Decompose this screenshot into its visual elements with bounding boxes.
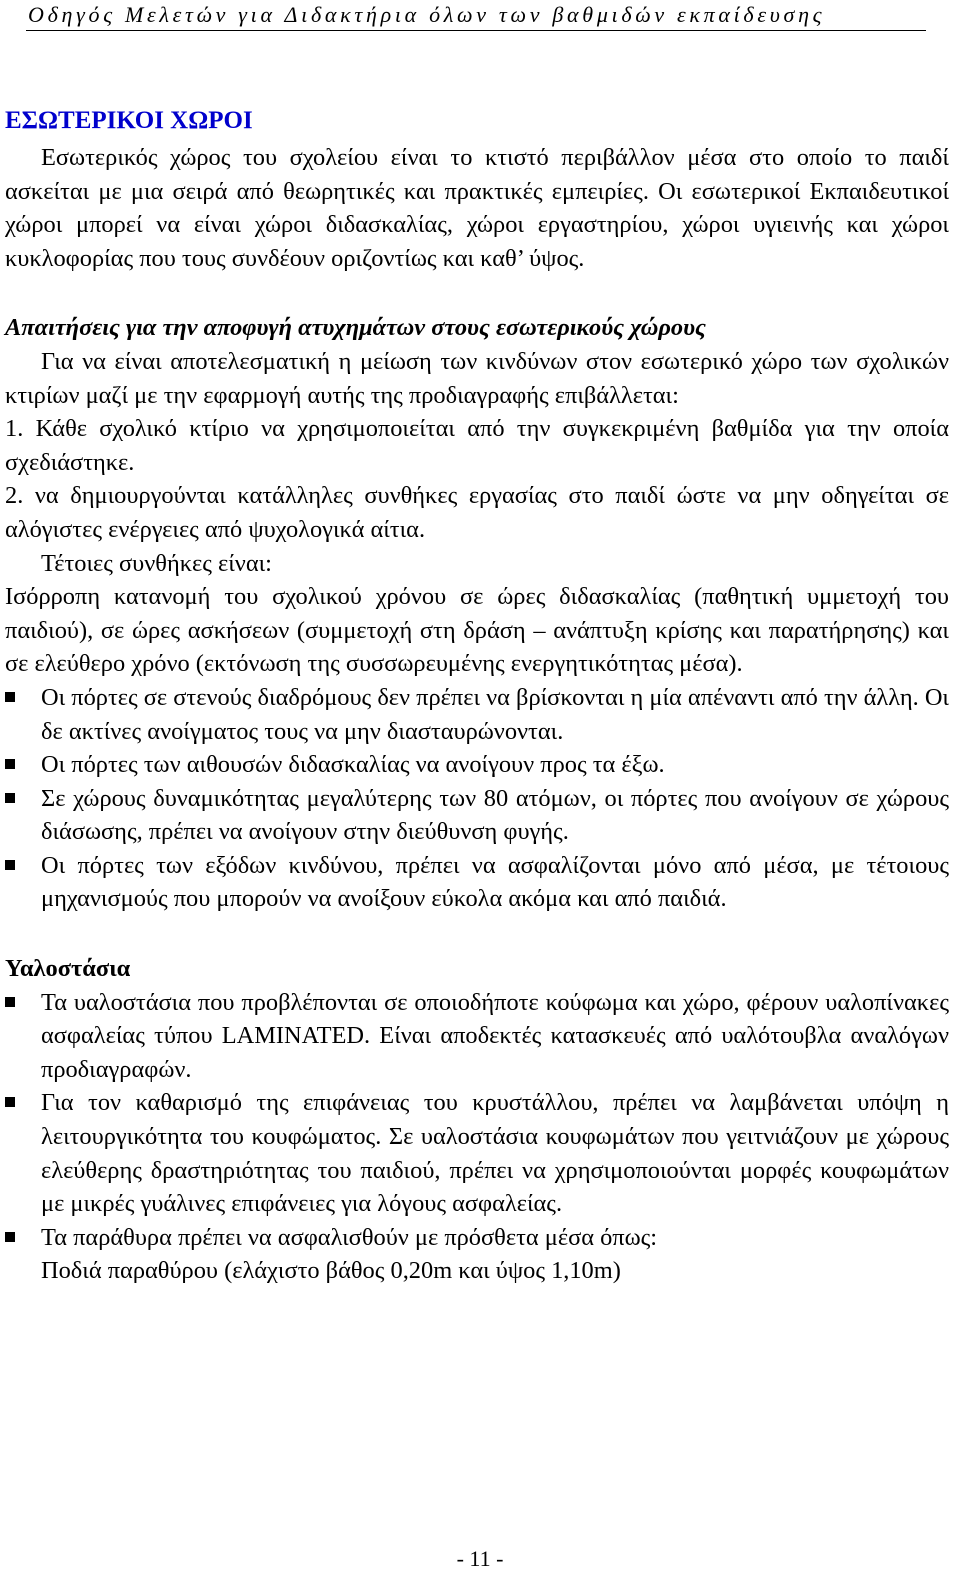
list-item	[5, 681, 949, 748]
list-item	[5, 782, 949, 849]
section-title: ΕΣΩΤΕΡΙΚΟΙ ΧΩΡΟΙ	[5, 107, 253, 134]
list-item-text: Οι πόρτες των αιθουσών διδασκαλίας να ανοίγουν προς τα έξω.	[41, 751, 665, 779]
square-bullet-icon	[5, 1232, 15, 1242]
list-item	[5, 1221, 949, 1255]
page-content	[5, 101, 949, 1288]
requirements-heading: Απαιτήσεις για την αποφυγή ατυχημάτων στους εσωτερικούς χώρους	[5, 314, 706, 342]
header-rule	[26, 30, 926, 31]
conditions-text: Ισόρροπη κατανομή του σχολικού χρόνου σε ώρες διδασκαλίας (παθητική υμμετοχή του παιδιού), σε ώρες ασκήσεων (συμμετοχή στη δράση – ανάπτυξη κρίσης και παρατήρησης) και σε ελεύθερο χρόνο (εκτόνωση της συσσωρευμένης ενεργητικότητας μέσα).	[5, 583, 949, 678]
list-item	[5, 748, 949, 782]
requirement-item-2: 2. να δημιουργούνται κατάλληλες συνθήκες εργασίας στο παιδί ώστε να μην οδηγείται σε αλόγιστες ενέργειες από ψυχολογικά αίτια.	[5, 482, 949, 543]
square-bullet-icon	[5, 1097, 15, 1107]
requirements-intro: Για να είναι αποτελεσματική η μείωση των κινδύνων στον εσωτερικό χώρο των σχολικών κτιρίων μαζί με την εφαρμογή αυτής της προδιαγραφής επιβάλλεται:	[5, 347, 949, 409]
list-item-text: Ποδιά παραθύρου (ελάχιστο βάθος 0,20m και ύψος 1,10m)	[41, 1257, 621, 1285]
list-item-text: Για τον καθαρισμό της επιφάνειας του κρυστάλλου, πρέπει να λαμβάνεται υπόψη η λειτουργικότητα του κουφώματος. Σε υαλοστάσια κουφωμάτων που γειτνιάζουν με χώρους ελεύθερης δραστηριότητας του παιδιού, πρέπει να χρησιμοποιούνται μορφές κουφωμάτων με μικρές γυάλινες επιφάνειες για λόγους ασφαλείας.	[41, 1089, 949, 1218]
list-item-text: Οι πόρτες σε στενούς διαδρόμους δεν πρέπει να βρίσκονται η μία απέναντι από την άλλη. Οι δε ακτίνες ανοίγματος τους να μην διασταυρώνονται.	[41, 683, 949, 745]
list-item-text: Οι πόρτες των εξόδων κινδύνου, πρέπει να ασφαλίζονται μόνο από μέσα, με τέτοιους μηχανισμούς που μπορούν να ανοίξουν εύκολα ακόμα και από παιδιά.	[41, 851, 949, 913]
intro-paragraph: Εσωτερικός χώρος του σχολείου είναι το κτιστό περιβάλλον μέσα στο οποίο το παιδί ασκείται με μια σειρά από θεωρητικές και πρακτικές εμπειρίες. Οι εσωτερικοί Εκπαιδευτικοί χώροι μπορεί να είναι χώροι διδασκαλίας, χώροι εργαστηρίου, χώροι υγιεινής και χώροι κυκλοφορίας που τους συνδέουν οριζοντίως και καθ’ ύψος.	[5, 144, 949, 272]
conditions-label: Τέτοιες συνθήκες είναι:	[41, 549, 272, 577]
square-bullet-icon	[5, 793, 15, 803]
running-header: Οδηγός Μελετών για Διδακτήρια όλων των βαθμιδών εκπαίδευσης	[28, 2, 826, 27]
square-bullet-icon	[5, 860, 15, 870]
list-item-continuation	[5, 1254, 949, 1288]
list-item-text: Σε χώρους δυναμικότητας μεγαλύτερης των 80 ατόμων, οι πόρτες που ανοίγουν σε χώρους διάσωσης, πρέπει να ανοίγουν στην διεύθυνση φυγής.	[41, 784, 949, 846]
list-item	[5, 986, 949, 1087]
square-bullet-icon	[5, 692, 15, 702]
list-item	[5, 1086, 949, 1220]
page-number: - 11 -	[456, 1546, 504, 1571]
square-bullet-icon	[5, 997, 15, 1007]
requirement-item-1: 1. Κάθε σχολικό κτίριο να χρησιμοποιείται από την συγκεκριμένη βαθμίδα για την οποία σχεδιάστηκε.	[5, 415, 949, 476]
glazing-heading: Υαλοστάσια	[5, 955, 131, 983]
list-item	[5, 849, 949, 916]
list-item-text: Τα παράθυρα πρέπει να ασφαλισθούν με πρόσθετα μέσα όπως:	[41, 1223, 658, 1251]
list-item-text: Τα υαλοστάσια που προβλέπονται σε οποιοδήποτε κούφωμα και χώρο, φέρουν υαλοπίνακες ασφαλείας τύπου LAMINATED. Είναι αποδεκτές κατασκευές από υαλότουβλα αναλόγων προδιαγραφών.	[41, 988, 949, 1083]
square-bullet-icon	[5, 759, 15, 769]
